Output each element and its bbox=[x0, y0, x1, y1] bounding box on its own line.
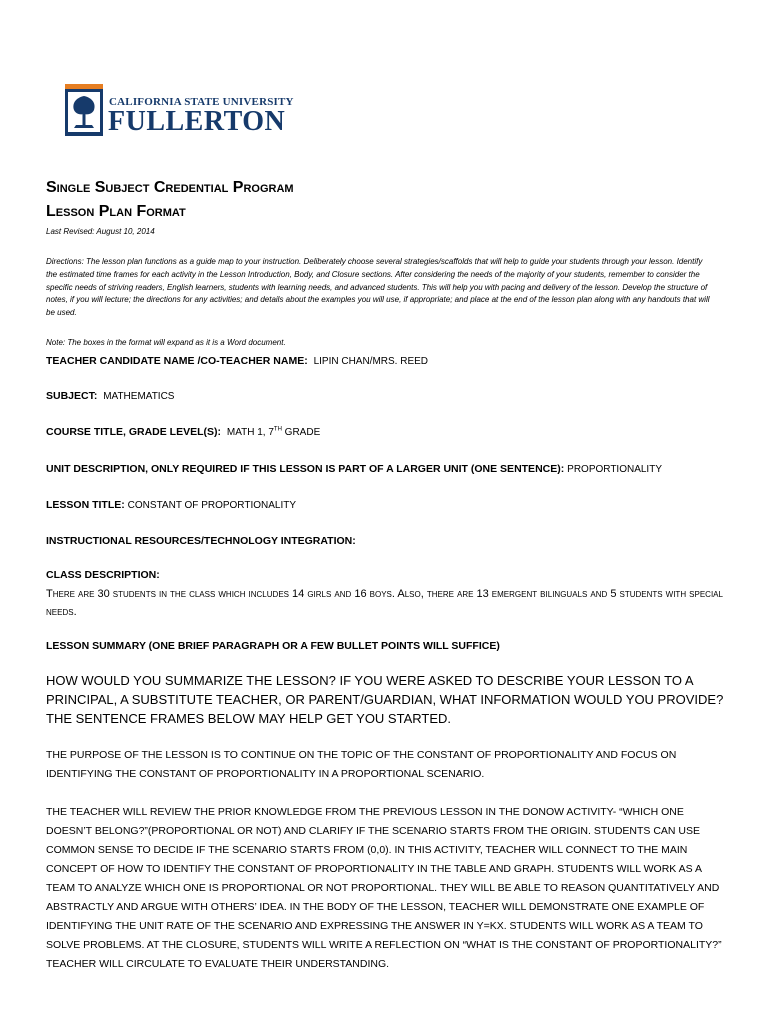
lesson-title-field bbox=[46, 499, 296, 511]
format-note: Note: The boxes in the format will expand as it is a Word document. bbox=[46, 338, 286, 347]
course-field bbox=[46, 426, 320, 438]
subject-field bbox=[46, 390, 174, 402]
teacher-field bbox=[46, 355, 428, 367]
unit-field bbox=[46, 463, 662, 475]
resources-field bbox=[46, 535, 356, 547]
class-description: There are 30 students in the class which includes 14 girls and 16 boys. Also, there are 13 emergent bilinguals and 5 students with special needs. bbox=[46, 588, 723, 618]
course-value-grade: GRADE bbox=[281, 427, 321, 438]
summary-label: LESSON SUMMARY (ONE BRIEF PARAGRAPH OR A FEW BULLET POINTS WILL SUFFICE) bbox=[46, 640, 500, 652]
purpose-paragraph: THE PURPOSE OF THE LESSON IS TO CONTINUE ON THE TOPIC OF THE CONSTANT OF PROPORTIONALITY AND FOCUS ON IDENTIFYING THE CONSTANT OF PROPORTIONALITY IN A PROPORTIONAL SCENARIO. bbox=[46, 749, 677, 780]
course-value-main: MATH 1, 7 bbox=[226, 427, 274, 438]
resources-label: INSTRUCTIONAL RESOURCES/TECHNOLOGY INTEGRATION: bbox=[46, 535, 356, 547]
teacher-label: TEACHER CANDIDATE NAME /CO-TEACHER NAME: bbox=[46, 355, 308, 367]
subject-value: MATHEMATICS bbox=[103, 391, 175, 402]
unit-value: PROPORTIONALITY bbox=[567, 464, 662, 475]
csuf-seal-icon bbox=[65, 84, 103, 136]
directions-text: Directions: The lesson plan functions as a guide map to your instruction. Deliberately choose several strategies/scaffolds that will help to guide your students through your lesson. Identify the estimated time frames for each activity in the Lesson Introduction, Body, and Closure sections. After considering the needs of the majority of your students, remember to consider the specific needs of striving readers, English learners, students with learning needs, and advanced students. This will help you with pacing and delivery of the lesson. Develop the structure of notes, if you will lecture; the directions for any activities; and details about the examples you will use, if appropriate; and place at the end of the lesson plan along with any handouts that will be used. bbox=[46, 257, 710, 318]
subject-label: SUBJECT: bbox=[46, 390, 98, 402]
university-name: CALIFORNIA STATE UNIVERSITY bbox=[109, 96, 294, 108]
university-logo bbox=[65, 84, 305, 138]
summary-field bbox=[46, 640, 500, 652]
activity-paragraph: THE TEACHER WILL REVIEW THE PRIOR KNOWLEDGE FROM THE PREVIOUS LESSON IN THE DONOW ACTIVITY- “WHICH ONE DOESN’T BELONG?”(PROPORTIONAL OR NOT) AND CLARIFY IF THE SCENARIO STARTS FROM THE ORIGIN. STUDENTS CAN USE COMMON SENSE TO DECIDE IF THE SCENARIO STARTS FROM (0,0). IN THIS ACTIVITY, TEACHER WILL CONNECT TO THE MAIN CONCEPT OF HOW TO IDENTIFY THE CONSTANT OF PROPORTIONALITY IN THE TABLE AND GRAPH. STUDENTS WILL WORK AS A TEAM TO ANALYZE WHICH ONE IS PROPORTIONAL OR NOT PROPORTIONAL. THEY WILL BE ABLE TO REASON QUANTITATIVELY AND ABSTRACTLY AND ARGUE WITH OTHERS’ IDEA. IN THE BODY OF THE LESSON, TEACHER WILL DEMONSTRATE ONE EXAMPLE OF IDENTIFYING THE UNIT RATE OF THE SCENARIO AND EXPRESSING THE ANSWER IN Y=KX. STUDENTS WILL WORK AS A TEAM TO SOLVE PROBLEMS. AT THE CLOSURE, STUDENTS WILL WRITE A REFLECTION ON “WHAT IS THE CONSTANT OF PROPORTIONALITY?” TEACHER WILL CIRCULATE TO EVALUATE THEIR UNDERSTANDING. bbox=[46, 806, 722, 970]
program-title: Single Subject Credential Program bbox=[46, 179, 294, 196]
lesson-title-label: LESSON TITLE: bbox=[46, 499, 125, 511]
summary-prompt: HOW WOULD YOU SUMMARIZE THE LESSON? IF YOU WERE ASKED TO DESCRIBE YOUR LESSON TO A PRINCIPAL, A SUBSTITUTE TEACHER, OR PARENT/GUARDIAN, WHAT INFORMATION WOULD YOU PROVIDE? THE SENTENCE FRAMES BELOW MAY HELP GET YOU STARTED. bbox=[46, 673, 724, 726]
class-field bbox=[46, 569, 160, 581]
teacher-value: LIPIN CHAN/MRS. REED bbox=[313, 356, 429, 367]
class-label: CLASS DESCRIPTION: bbox=[46, 569, 160, 581]
campus-name: FULLERTON bbox=[108, 106, 286, 137]
course-value bbox=[227, 427, 320, 438]
format-title: Lesson Plan Format bbox=[46, 203, 186, 220]
course-value-sup: TH bbox=[273, 426, 282, 433]
unit-label: UNIT DESCRIPTION, ONLY REQUIRED IF THIS LESSON IS PART OF A LARGER UNIT (ONE SENTENCE): bbox=[46, 463, 565, 475]
lesson-title-value: CONSTANT OF PROPORTIONALITY bbox=[127, 500, 297, 511]
course-label: COURSE TITLE, GRADE LEVEL(S): bbox=[46, 426, 222, 438]
last-revised: Last Revised: August 10, 2014 bbox=[46, 227, 155, 236]
